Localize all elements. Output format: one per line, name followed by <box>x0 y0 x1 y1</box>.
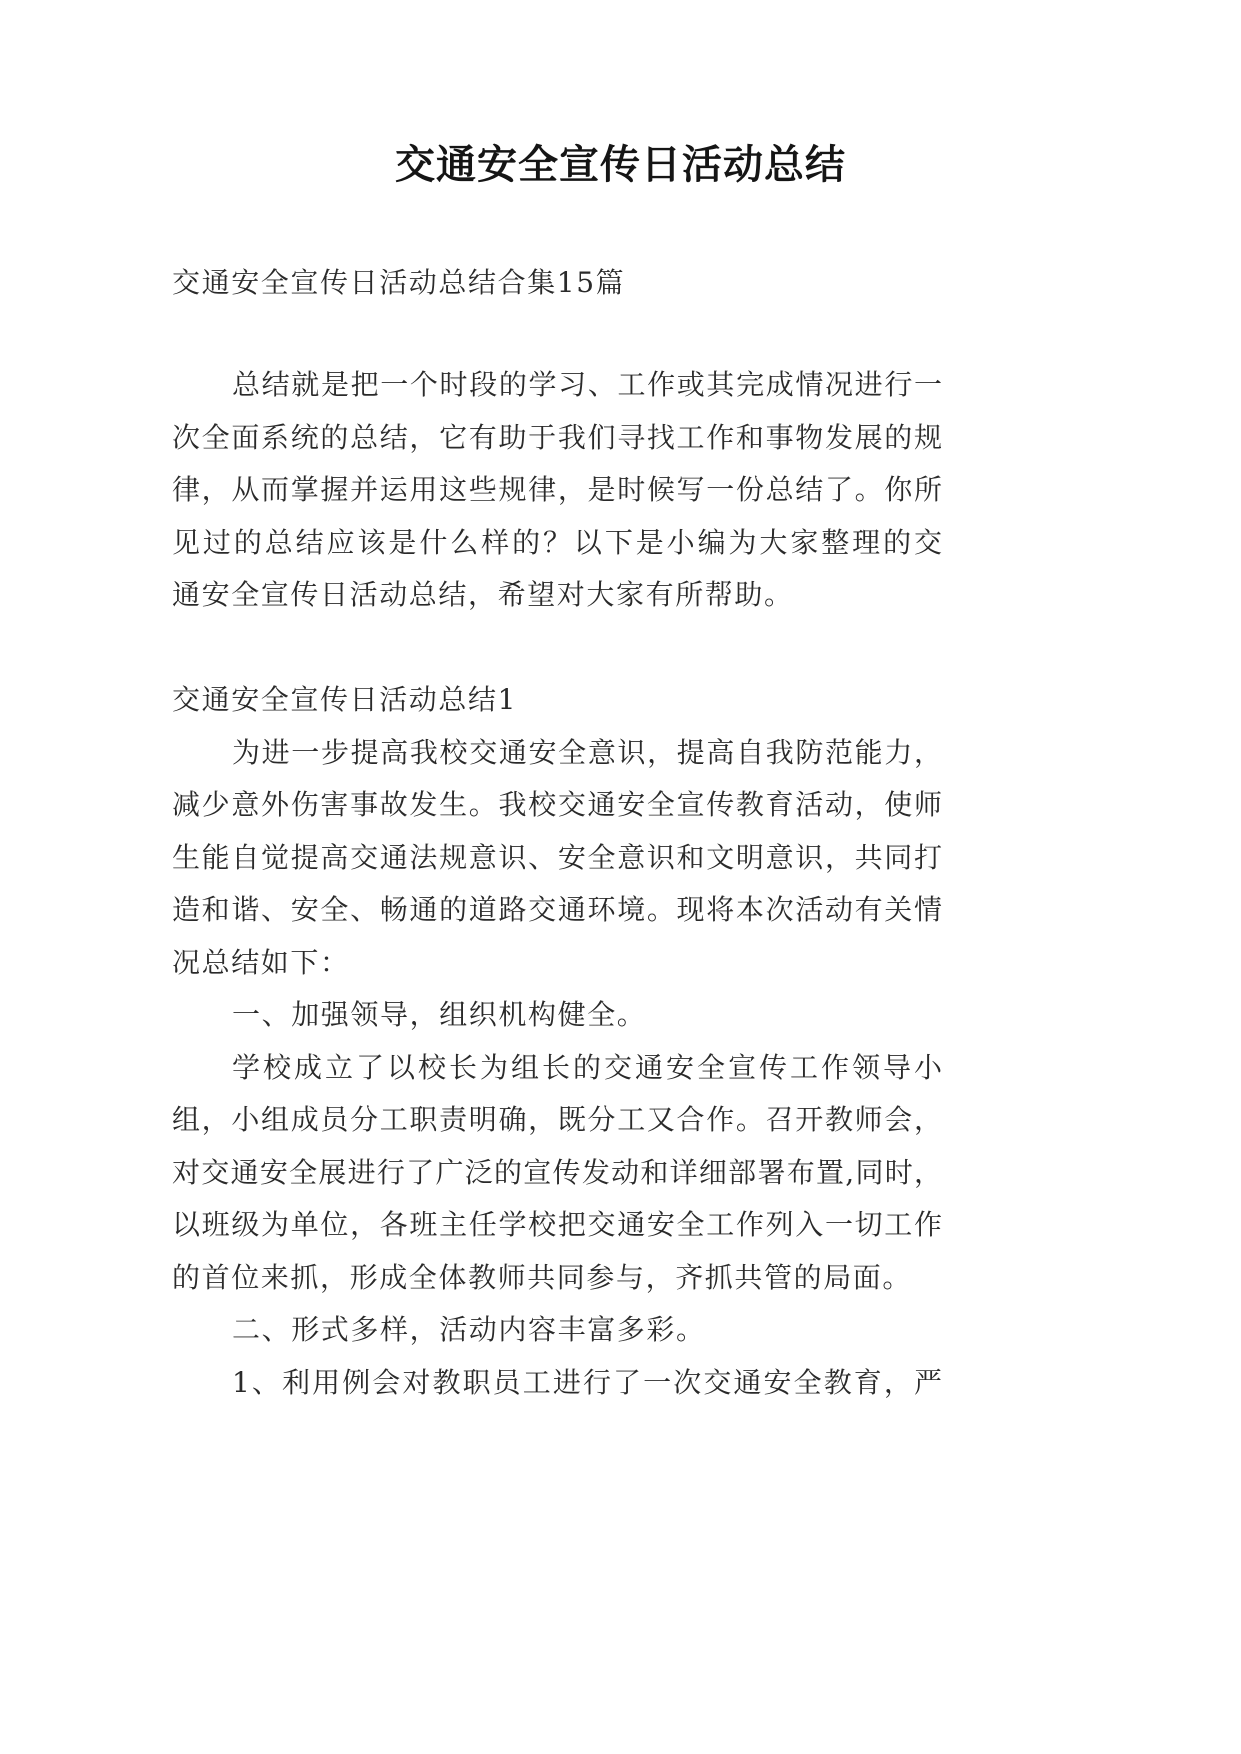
section-1 <box>172 674 942 1409</box>
intro-paragraph <box>172 359 942 622</box>
paragraph-line: 1、利用例会对教职员工进行了一次交通安全教育，严 <box>232 1365 942 1399</box>
document-subtitle: 交通安全宣传日活动总结合集15篇 <box>172 266 626 299</box>
paragraph-line: 造和谐、安全、畅通的道路交通环境。现将本次活动有关情 <box>172 893 942 926</box>
paragraph-line: 况总结如下： <box>172 945 350 979</box>
subheading-line: 二、形式多样，活动内容丰富多彩。 <box>232 1313 706 1346</box>
paragraph-line: 以班级为单位，各班主任学校把交通安全工作列入一切工作 <box>172 1208 942 1241</box>
paragraph-line: 通安全宣传日活动总结，希望对大家有所帮助。 <box>172 578 794 611</box>
paragraph-line: 为进一步提高我校交通安全意识，提高自我防范能力， <box>232 735 942 769</box>
document-title: 交通安全宣传日活动总结 <box>395 142 846 188</box>
section-heading: 交通安全宣传日活动总结1 <box>172 683 518 716</box>
paragraph-line: 减少意外伤害事故发生。我校交通安全宣传教育活动，使师 <box>172 788 942 821</box>
paragraph-line: 对交通安全展进行了广泛的宣传发动和详细部署布置,同时， <box>172 1155 942 1189</box>
paragraph-line: 组，小组成员分工职责明确，既分工又合作。召开教师会， <box>172 1103 942 1136</box>
paragraph-line: 见过的总结应该是什么样的？以下是小编为大家整理的交 <box>172 525 942 559</box>
paragraph-line: 学校成立了以校长为组长的交通安全宣传工作领导小 <box>232 1050 942 1084</box>
paragraph-line: 生能自觉提高交通法规意识、安全意识和文明意识，共同打 <box>172 840 942 874</box>
paragraph-line: 的首位来抓，形成全体教师共同参与，齐抓共管的局面。 <box>172 1260 913 1294</box>
paragraph-line: 律，从而掌握并运用这些规律，是时候写一份总结了。你所 <box>172 473 942 506</box>
subheading-line: 一、加强领导，组织机构健全。 <box>232 998 647 1031</box>
paragraph-line: 总结就是把一个时段的学习、工作或其完成情况进行一 <box>232 368 942 401</box>
paragraph-line: 次全面系统的总结，它有助于我们寻找工作和事物发展的规 <box>172 420 942 454</box>
